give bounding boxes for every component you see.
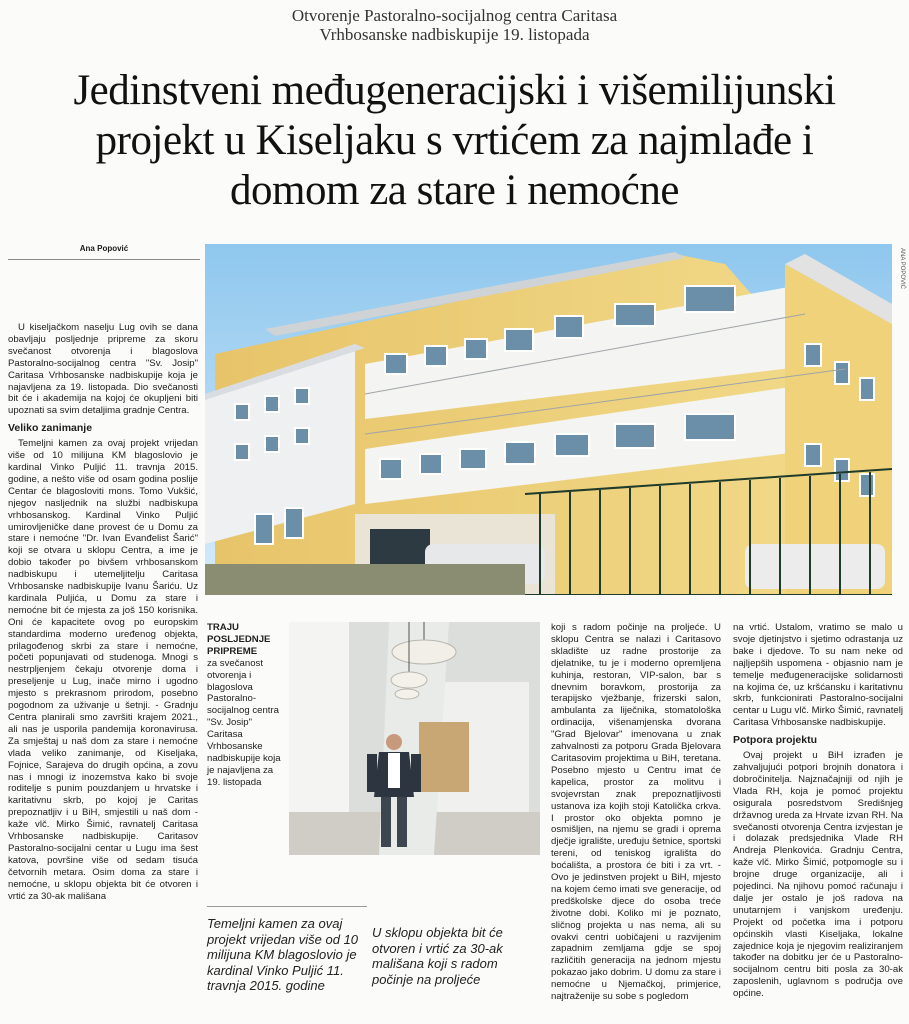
caption-title: TRAJU POSLJEDNJE PRIPREME [207,622,271,657]
kicker-line: Otvorenje Pastoralno-socijalnog centra Caritasa [291,6,618,25]
building-photo [205,244,892,595]
article-headline [0,66,909,216]
body-paragraph: Ovaj projekt u BiH izrađen je zahvaljujući potpori brojnih donatora i dobročinitelja. Najznačajniji od njih je Vlada RH, koja je pomoć projektu osigurala posredstvom Središnjeg državnog ureda za Hrvate izvan RH. Na svečanosti otvorenja Centra izvjestan je i dolazak predsjednika Vlade RH Andreja Plenkovića. Gradnju Centra, kaže vlč. Mirko Šimić, potpomogle su i brojne druge organizacije, ali i pojedinci. Na njihovu pomoć računaju i dalje jer ostalo je još radova na unutarnjem i vanjskom uređenju. Projekt od početka ima i potporu općinskih vlasti Kiseljaka, lokalne zajednice koja je njegovim realiziranjem također na dobitku jer će u Pastoralno-socijalnom centru biti posla za 30-ak zaposlenih, uglavnom s područja ove općine. [733,750,903,1000]
caption-text: za svečanost otvorenja i blagoslova Pastoralno-socijalnog centra "Sv. Josip" Caritasa Vrhbosanske nadbiskupije koja je najavljena za 19. listopada [207,657,281,788]
headline-line: domom za stare i nemoćne [230,167,679,214]
article-column-3 [551,622,721,1020]
subheading: Potpora projektu [733,734,818,747]
pull-quote: Temeljni kamen za ovaj projekt vrijedan više od 10 milijuna KM blagoslovio je kardinal Vinko Puljić 11. travnja 2015. godine [207,906,367,994]
headline-line: Jedinstveni međugeneracijski i višemilijunski [73,67,836,114]
body-paragraph: U kiseljačkom naselju Lug ovih se dana obavljaju posljednje pripreme za skoru svečanost otvorenja i blagoslova Pastoralno-socijalnog centra "Sv. Josip" Caritasa Vrhbosanske nadbiskupije koja je najavljena za 19. listopada. Dio svečanosti bit će i akademija na kojoj će okupljeni biti upoznati sa svim detaljima gradnje Centra. [8,322,198,417]
body-paragraph: koji s radom počinje na proljeće. U sklopu Centra se nalazi i Caritasovo skladište uz radne prostorije za djelatnike, tu je i moderno opremljena kuhinja, restoran, VIP-salon, bar s dnevnim boravkom, prostorija za terapijsko vježbanje, frizerski salon, ambulanta za liječnika, stomatološka ordinacija, višenamjenska dvorana "Grad Bjelovar" imenovana u znak zahvalnosti za potporu Grada Bjelovara Caritasovim projektima u BiH, teretana. Posebno mjesto u Centru imat će kapelica, prostor za molitvu i svojevrstan znak prepoznatljivosti ustanova iza kojih stoji Katolička crkva. I prostor oko objekta pomno je osmišljen, na njemu se gradi i oprema dječje igralište, uređuju šetnice, sportski tereni, od teniskog igrališta do boćališta, a prostora će biti i za vrt. - Ovo je jedinstven projekt u BiH, mjesto na kojem ćemo imati sve generacije, od predškolske djece do osoba treće životne dobi. Koliko mi je poznato, sličnog projekta u nas nema, ali su ovakvi centri uobičajeni u razvijenim zapadnim zemljama gdje se spoj različitih generacija na jednom mjestu pokazao jako dobrim. U domu za stare i nemoćne u Njemačkoj, primjerice, najtraženije su sobe s pogledom [551,622,721,1003]
subheading: Veliko zanimanje [8,422,93,435]
body-paragraph: na vrtić. Ustalom, vratimo se malo u svoje djetinjstvo i sjetimo odrastanja uz bake i djedove. To su nam neke od najljepših uspomena - objasnio nam je temelje međugeneracijske solidarnosti na kojima će, uz kršćansku i karitativnu skrb, funkcionirati Pastoralno-socijalni centar u Lugu vlč. Mirko Šimić, ravnatelj Caritasa Vrhbosanske nadbiskupije. [733,622,903,729]
photo-credit: ANA POPOVIĆ [899,248,905,290]
article-kicker [0,6,909,44]
interior-photo [289,622,540,855]
article-column-4 [733,622,903,1020]
pull-quote: U sklopu objekta bit će otvoren i vrtić za 30-ak mališana koji s radom počinje na proljeće [372,925,503,987]
body-paragraph: Temeljni kamen za ovaj projekt vrijedan više od 10 milijuna KM blagoslovio je kardinal Vinko Puljić 11. travnja 2015. godine, a nešto više od osam godina poslije Centar će blagosloviti mons. Tomo Vukšić, njegov nasljednik na službi nadbiskupa vrhbosanskog. Kardinal Vinko Puljić umirovljeničke dane provest će u Domu za stare i nemoćne "Dr. Ivan Evanđelist Šarić" koji se otvara u sklopu Centra, a ime je dobio također po bivšem vrhbosanskom nadbiskupu i utemeljitelju Caritasa Vrhbosanske nadbiskupije Ivanu Šariću. Uz kardinala Puljića, u Domu za stare i nemoćne bit će mjesta za još 150 korisnika. Oni će kapacitete ovog po europskim standardima moderno uređenog objekta, prilagođenog skrbi za stare i nemoćne, početi popunjavati od studenoga. Mnogi s nestrpljenjem čekaju otvorenje doma i preseljenje u Lug, inače mirno i ugodno mjesto s prekrasnom prirodom, posebno pogodnom za uživanje u šetnji. - Gradnju Centra planirali smo završiti krajem 2021., ali nas je usporila pandemija koronavirusa. Za smještaj u naš dom za stare i nemoćne vlada veliko zanimanje, od Kiseljaka, Fojnice, Sarajeva do drugih općina, a zovu nas i mnogi iz inozemstva kako bi svoje roditelje s punim pouzdanjem u hrvatske i karitativnu skrb, po kojoj je Caritas prepoznatljiv i u BiH, smjestili u naš dom - kaže vlč. Mirko Šimić, ravnatelj Caritasa Vrhbosanske nadbiskupije. Caritasov Pastoralno-socijalni centar u Lugu ima šest katova, površine više od sedam tisuća četvornih metara. Osim doma za stare i nemoćne, u sklopu objekta bit će otvoren i vrtić za 30-ak mališana [8,438,198,902]
photo-caption [207,622,285,789]
kicker-line: Vrhbosanske nadbiskupije 19. listopada [319,25,590,44]
author-byline: Ana Popović [8,244,200,260]
article-column-1 [8,322,198,1022]
headline-line: projekt u Kiseljaku s vrtićem za najmlađe i [95,117,814,164]
